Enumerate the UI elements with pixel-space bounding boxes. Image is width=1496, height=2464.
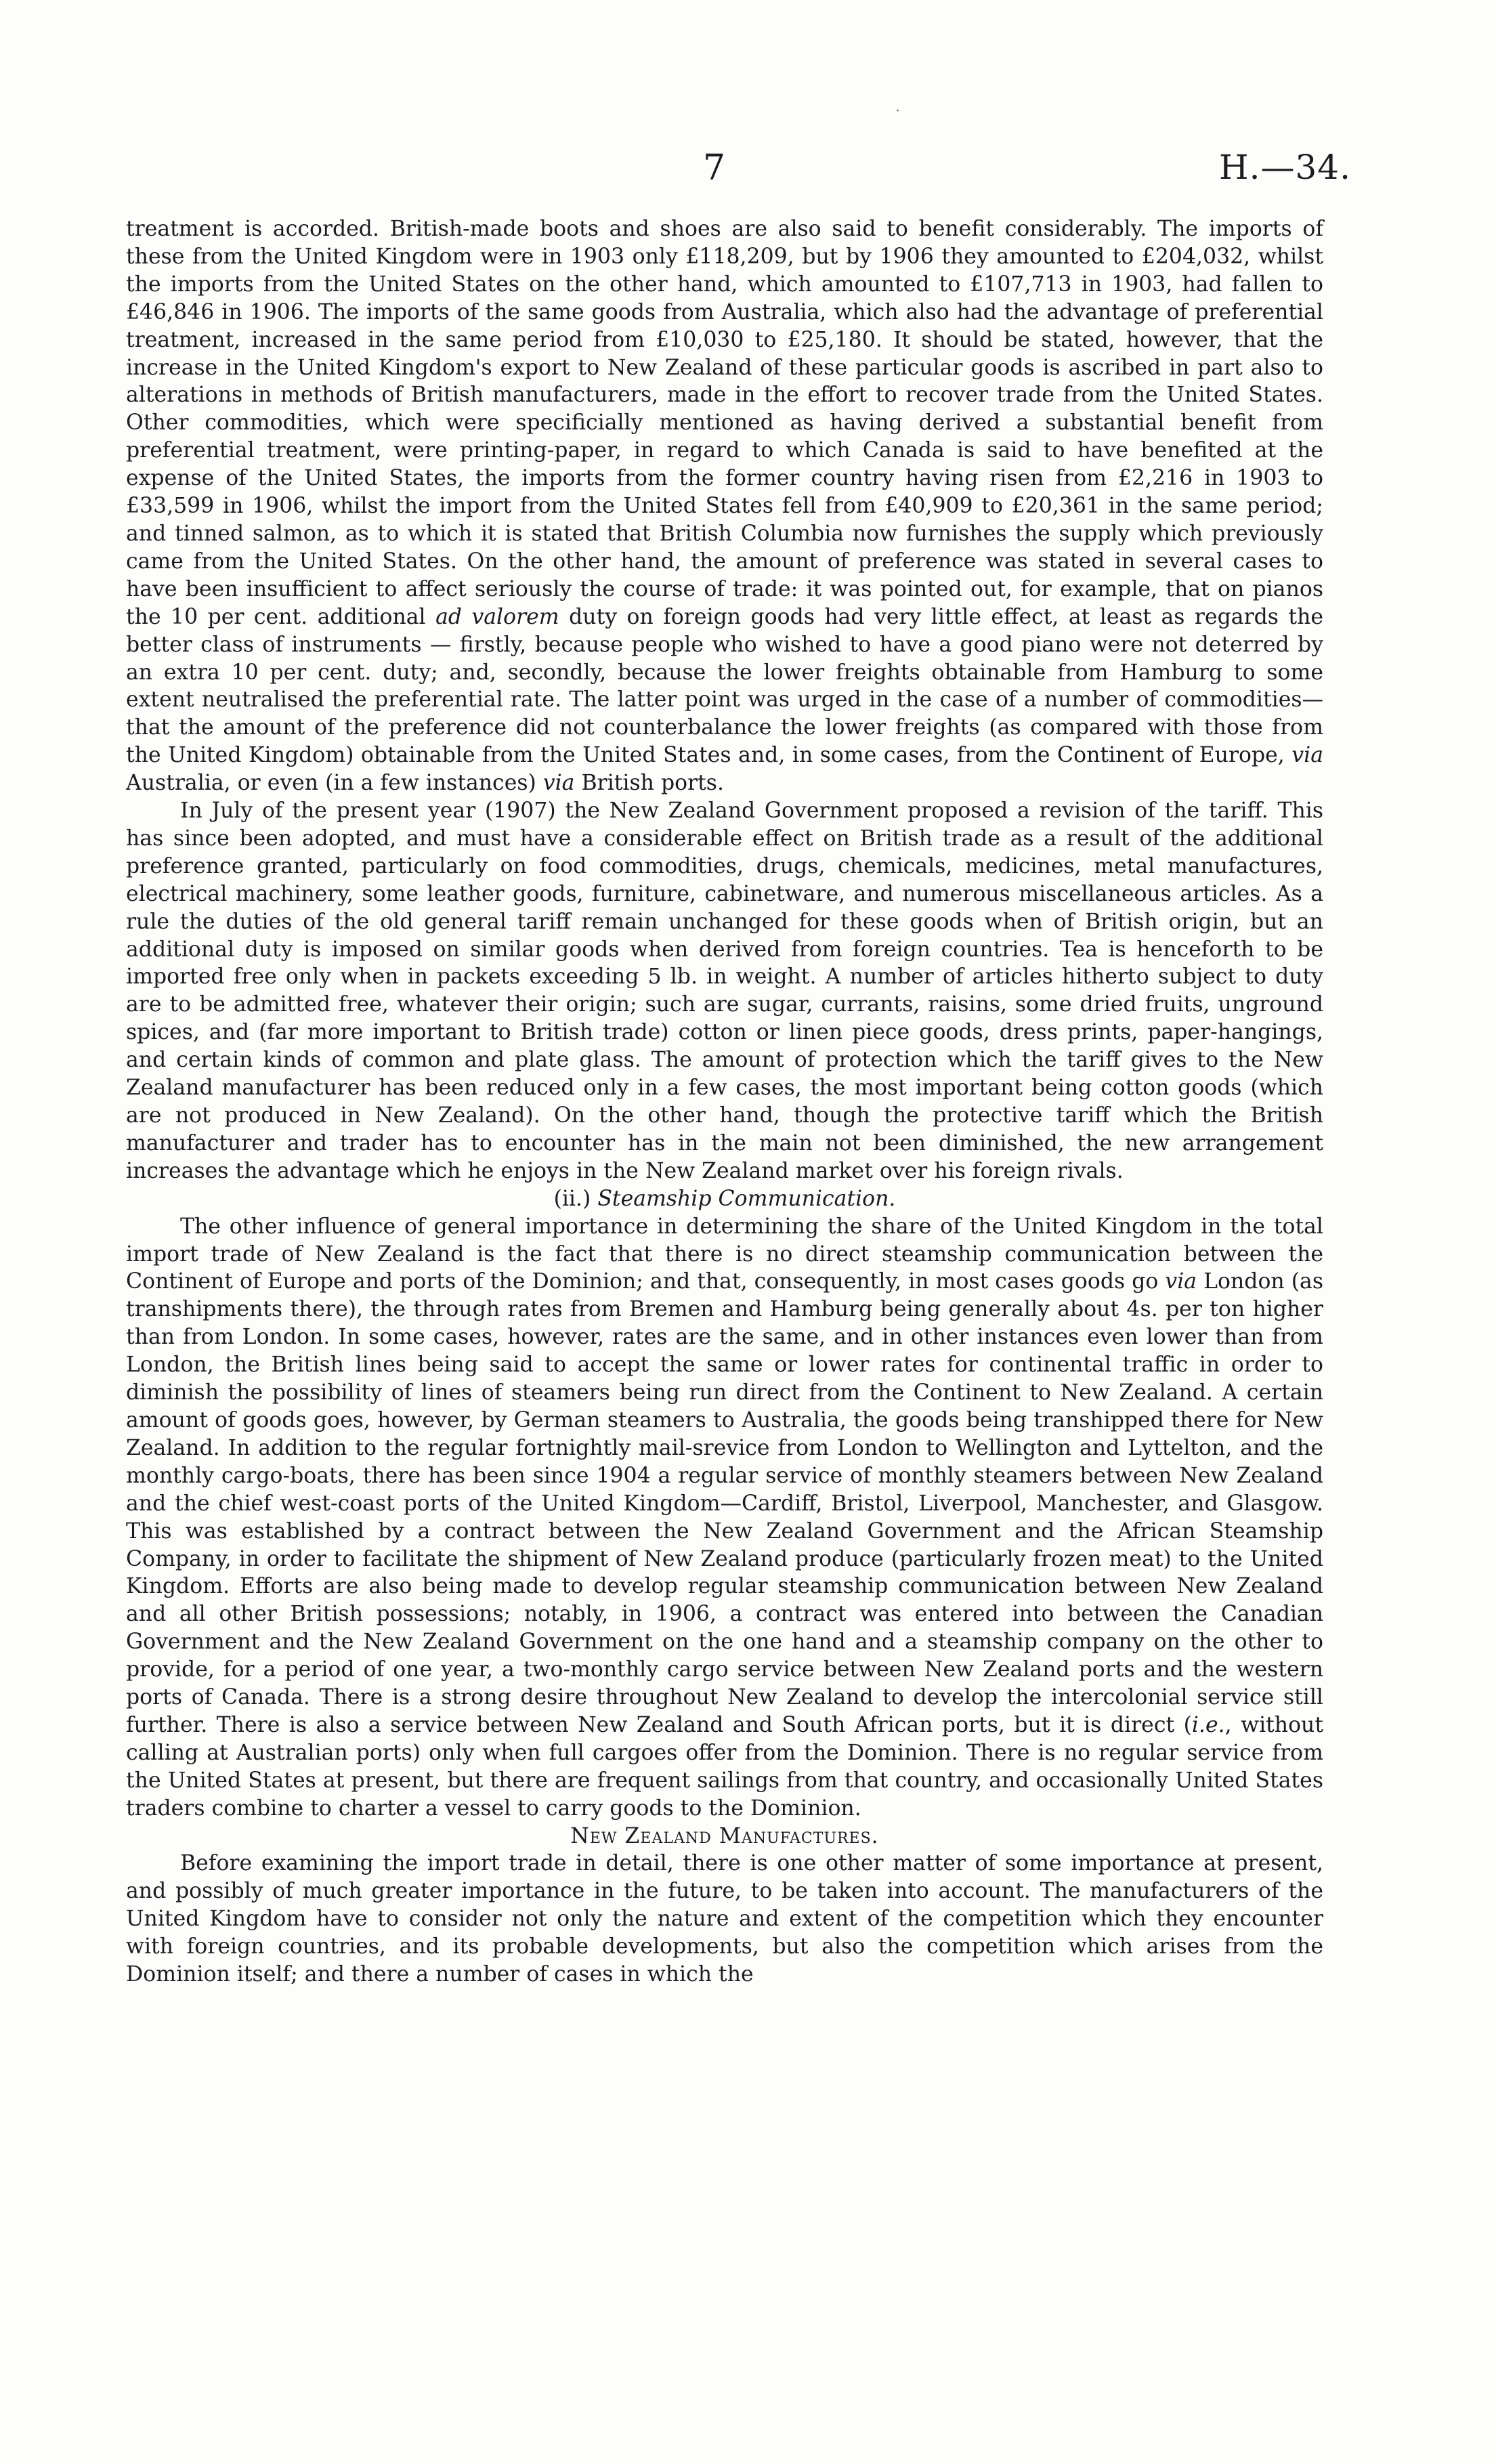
section-heading-manufactures: New Zealand Manufactures. — [570, 1823, 879, 1848]
paragraph-tariff-revision: In July of the present year (1907) the New Zealand Government proposed a revision of the tariff. This has since been adopted, and must have a considerable effect on British trade as a result of the additional preference granted, particularly on food commodities, drugs, chemicals, medicines, metal manufactures, electrical machinery, some leather goods, furniture, cabinetware, and numerous miscellaneous articles. As a rule the duties of the old general tariff remain unchanged for these goods when of British origin, but an additional duty is imposed on similar goods when derived from foreign countries. Tea is henceforth to be imported free only when in packets exceeding 5 lb. in weight. A number of articles hitherto subject to duty are to be admitted free, whatever their origin; such are sugar, currants, raisins, some dried fruits, unground spices, and (far more important to British trade) cotton or linen piece goods, dress prints, paper-hangings, and certain kinds of common and plate glass. The amount of protection which the tariff gives to the New Zealand manufacturer has been reduced only in a few cases, the most important being cotton goods (which are not produced in New Zealand). On the other hand, though the protective tariff which the British manufacturer and trader has to encounter has in the main not been diminished, the new arrangement increases the advantage which he enjoys in the New Zealand market over his foreign rivals. — [126, 799, 1323, 1183]
page-header — [0, 148, 1496, 195]
section-heading-steamship: (ii.) Steamship Communication. — [553, 1186, 896, 1211]
paragraph-nz-manufactures: Before examining the import trade in detail, there is one other matter of some importance at present, and possibly of much greater importance in the future, to be taken into account. The manufacturers of the United Kingdom have to consider not only the nature and extent of the competition which they encounter with foreign countries, and its probable developments, but also the competition which arises from the Dominion itself; and there a number of cases in which the — [126, 1851, 1323, 1987]
body-text — [126, 215, 1323, 1989]
scan-mark: · — [895, 103, 900, 120]
paragraph-steamship-communication: The other influence of general importance in determining the share of the United Kingdom in the total import trade of New Zealand is the fact that there is no direct steamship communication between the Continent of Europe and ports of the Dominion; and that, consequently, in most cases goods go via London (as transhipments there), the through rates from Bremen and Hamburg being generally about 4s. per ton higher than from London. In some cases, however, rates are the same, and in other instances even lower than from London, the British lines being said to accept the same or lower rates for continental traffic in order to diminish the possibility of lines of steamers being run direct from the Continent to New Zealand. A certain amount of goods goes, however, by German steamers to Australia, the goods being transhipped there for New Zealand. In addition to the regular fortnightly mail-srevice from London to Wellington and Lyttelton, and the monthly cargo-boats, there has been since 1904 a regular service of monthly steamers between New Zealand and the chief west-coast ports of the United Kingdom—Cardiff, Bristol, Liverpool, Manchester, and Glasgow. This was established by a contract between the New Zealand Government and the African Steamship Company, in order to facilitate the shipment of New Zealand produce (particularly frozen meat) to the United Kingdom. Efforts are also being made to develop regular steamship communication between New Zealand and all other British possessions; notably, in 1906, a contract was entered into between the Canadian Government and the New Zealand Government on the one hand and a steamship company on the other to provide, for a period of one year, a two-monthly cargo service between New Zealand ports and the western ports of Canada. There is a strong desire throughout New Zealand to develop the intercolonial service still further. There is also a service between New Zealand and South African ports, but it is direct (i.e., without calling at Australian ports) only when full cargoes offer from the Dominion. There is no regular service from the United States at present, but there are frequent sailings from that country, and occasionally United States traders combine to charter a vessel to carry goods to the Dominion. — [126, 1214, 1323, 1821]
page-number: 7 — [703, 148, 726, 188]
document-reference: H.—34. — [1219, 148, 1352, 187]
paragraph-preferential-treatment: treatment is accorded. British-made boots and shoes are also said to benefit considerably. The imports of these from the United Kingdom were in 1903 only £118,209, but by 1906 they amounted to £204,032, whilst the imports from the United States on the other hand, which amounted to £107,713 in 1903, had fallen to £46,846 in 1906. The imports of the same goods from Australia, which also had the advantage of preferential treatment, increased in the same period from £10,030 to £25,180. It should be stated, however, that the increase in the United Kingdom's export to New Zealand of these particular goods is ascribed in part also to alterations in methods of British manufacturers, made in the effort to recover trade from the United States. Other commodities, which were specificially mentioned as having derived a substantial benefit from preferential treatment, were printing-paper, in regard to which Canada is said to have benefited at the expense of the United States, the imports from the former country having risen from £2,216 in 1903 to £33,599 in 1906, whilst the import from the United States fell from £40,909 to £20,361 in the same period; and tinned salmon, as to which it is stated that British Columbia now furnishes the supply which previously came from the United States. On the other hand, the amount of preference was stated in several cases to have been insufficient to affect seriously the course of trade: it was pointed out, for example, that on pianos the 10 per cent. additional ad valorem duty on foreign goods had very little effect, at least as regards the better class of instruments — firstly, because people who wished to have a good piano were not deterred by an extra 10 per cent. duty; and, secondly, because the lower freights obtainable from Hamburg to some extent neutralised the preferential rate. The latter point was urged in the case of a number of commodities—that the amount of the preference did not counterbalance the lower freights (as compared with those from the United Kingdom) obtainable from the United States and, in some cases, from the Continent of Europe, via Australia, or even (in a few instances) via British ports. — [126, 217, 1323, 796]
